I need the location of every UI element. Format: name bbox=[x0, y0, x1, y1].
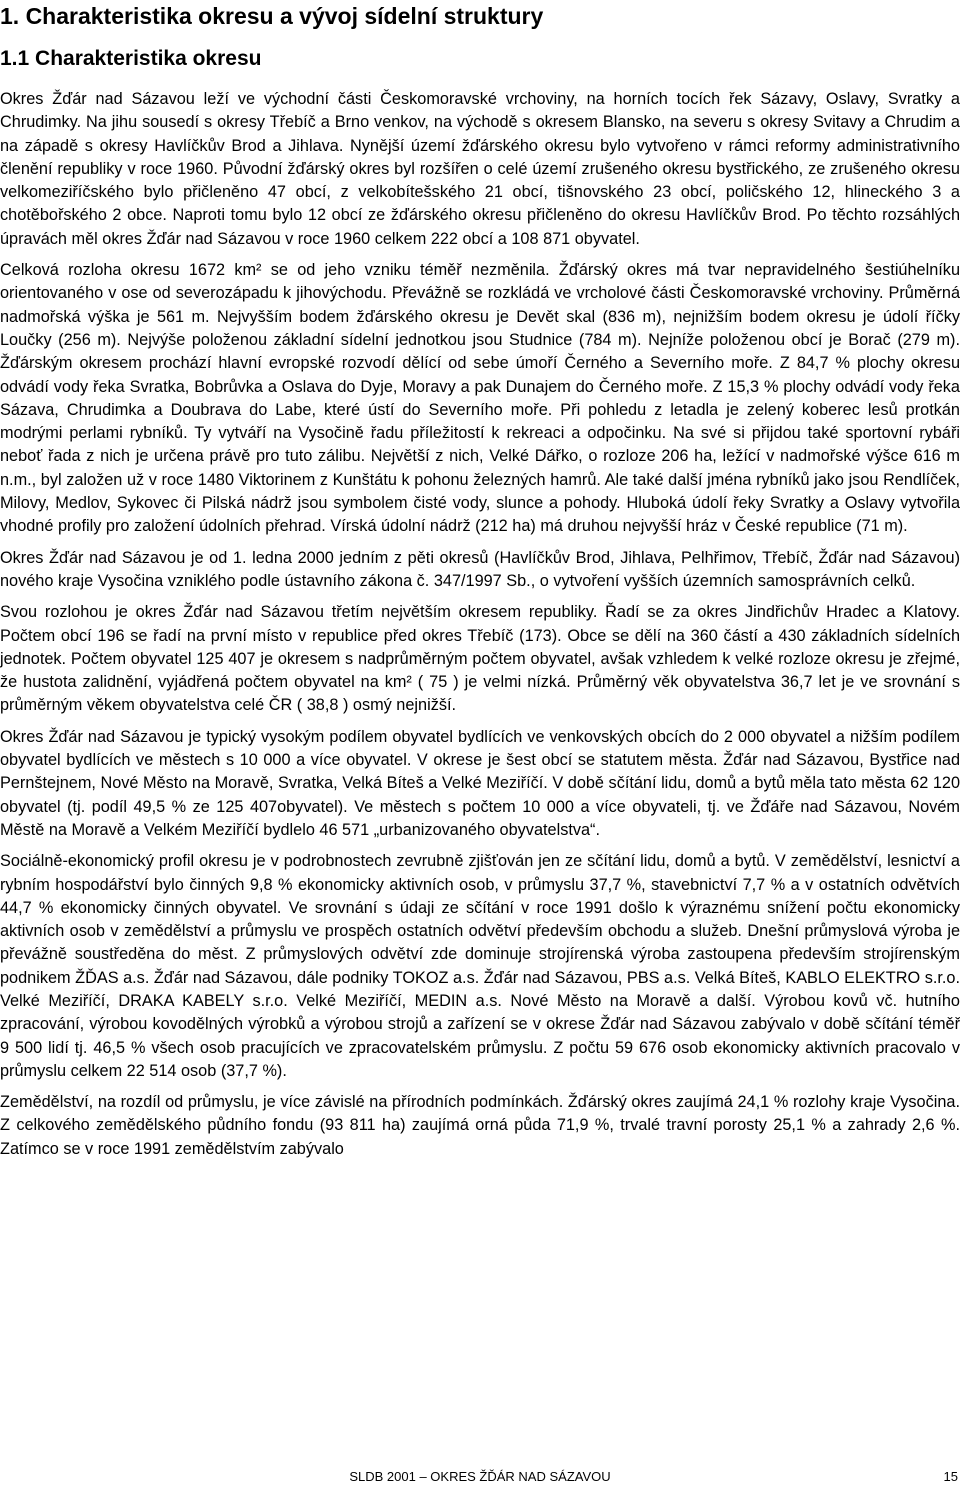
paragraph: Zemědělství, na rozdíl od průmyslu, je více závislé na přírodních podmínkách. Žďárský okres zaujímá 24,1 % rozlohy kraje Vysočina. Z celkového zemědělského půdního fondu (93 811 ha) zaujímá orná půda 71,9 %, trvalé travní porosty 25,1 % a zahrady 2,6 %. Zatímco se v roce 1991 zemědělstvím zabývalo bbox=[0, 1093, 960, 1158]
body-text bbox=[0, 88, 960, 1169]
paragraph: Okres Žďár nad Sázavou je typický vysokým podílem obyvatel bydlících ve venkovských obcích do 2 000 obyvatel a nižším podílem obyvatel bydlících ve městech s 10 000 a více obyvatel. V okrese je šest obcí se statutem města. Žďár nad Sázavou, Bystřice nad Pernštejnem, Nové Město na Moravě, Svratka, Velká Bíteš a Velké Meziříčí. V době sčítání lidu, domů a bytů měla tato města 62 120 obyvatel (tj. podíl 49,5 % ze 125 407obyvatel). Ve městech s počtem 10 000 a více obyvateli, tj. ve Žďáře nad Sázavou, Novém Městě na Moravě a Velkém Meziříčí bydlelo 46 571 „urbanizovaného obyvatelstva“. bbox=[0, 727, 960, 839]
paragraph: Okres Žďár nad Sázavou je od 1. ledna 2000 jedním z pěti okresů (Havlíčkův Brod, Jihlava, Pelhřimov, Třebíč, Žďár nad Sázavou) nového kraje Vysočina vzniklého podle ústavního zákona č. 347/1997 Sb., o vytvoření vyšších územních samosprávních celků. bbox=[0, 548, 960, 590]
paragraph: Svou rozlohou je okres Žďár nad Sázavou třetím největším okresem republiky. Řadí se za okres Jindřichův Hradec a Klatovy. Počtem obcí 196 se řadí na první místo v republice před okres Třebíč (173). Obce se dělí na 360 částí a 430 základních sídelních jednotek. Počtem obyvatel 125 407 je okresem s nadprůměrným počtem obyvatel, avšak vzhledem k velké rozloze okresu je zřejmé, že hustota zalidnění, vyjádřená počtem obyvatel na km² ( 75 ) je velmi nízká. Průměrný věk obyvatelstva 36,7 let je ve srovnání s průměrným věkem obyvatelstva celé ČR ( 38,8 ) osmý nejnižší. bbox=[0, 603, 960, 715]
chapter-heading: 1. Charakteristika okresu a vývoj sídelní struktury bbox=[0, 3, 544, 29]
page-number: 15 bbox=[943, 1469, 958, 1484]
paragraph: Sociálně-ekonomický profil okresu je v podrobnostech zevrubně zjišťován jen ze sčítání lidu, domů a bytů. V zemědělství, lesnictví a rybním hospodářství bylo činných 9,8 % ekonomicky aktivních osob, v průmyslu 37,7 %, stavebnictví 7,7 % a v ostatních odvětvích 44,7 % ekonomicky činných obyvatel. Ve srovnání s údaji ze sčítání v roce 1991 došlo k výraznému snížení počtu ekonomicky aktivních osob v zemědělství a průmyslu ve prospěch ostatních odvětví především obchodu a služeb. Dnešní průmyslová výroba je převážně soustředěna do měst. Z průmyslových odvětví zde dominuje strojírenská výroba zastoupena především strojírenským podnikem ŽĎAS a.s. Žďár nad Sázavou, dále podniky TOKOZ a.s. Žďár nad Sázavou, PBS a.s. Velká Bíteš, KABLO ELEKTRO s.r.o. Velké Meziříčí, DRAKA KABELY s.r.o. Velké Meziříčí, MEDIN a.s. Nové Město na Moravě a další. Výrobou kovů vč. hutního zpracování, výrobou kovodělných výrobků a výrobou strojů a zařízení se v okrese Žďár nad Sázavou zabývalo v době sčítání téměř 9 500 lidí tj. 46,5 % všech osob pracujících ve zpracovatelském průmyslu. Z počtu 59 676 osob ekonomicky aktivních pracovalo v průmyslu celkem 22 514 osob (37,7 %). bbox=[0, 852, 960, 1080]
section-heading: 1.1 Charakteristika okresu bbox=[0, 47, 262, 70]
paragraph: Celková rozloha okresu 1672 km² se od jeho vzniku téměř nezměnila. Žďárský okres má tvar nepravidelného šestiúhelníku orientovaného v ose od severozápadu k jihovýchodu. Převážně se rozkládá ve vrcholové části Českomoravské vrchoviny. Průměrná nadmořská výška je 561 m. Nejvyšším bodem žďárského okresu je Devět skal (836 m), nejnižším bodem okresu je údolí říčky Loučky (256 m). Nejvýše položenou základní sídelní jednotkou jsou Studnice (784 m). Nejníže položenou obcí je Borač (279 m). Žďárským okresem prochází hlavní evropské rozvodí dělící od sebe úmoří Černého a Severního moře. Z 84,7 % plochy okresu odvádí vody řeka Svratka, Bobrůvka a Oslava do Dyje, Moravy a pak Dunajem do Černého moře. Z 15,3 % plochy odvádí vody řeka Sázava, Chrudimka a Doubrava do Labe, které ústí do Severního moře. Při pohledu z letadla je zelený koberec lesů protkán modrými perlami rybníků. Ty vytváří na Vysočině řadu příležitostí k rekreaci a odpočinku. Na své si přijdou také sportovní rybáři neboť řada z nich je určena právě pro tuto zálibu. Největší z nich, Velké Dářko, o rozloze 206 ha, ležící v nadmořské výšce 616 m n.m., byl založen už v roce 1480 Viktorinem z Kunštátu k pohonu železných hamrů. Ale také další jména rybníků jako jsou Rendlíček, Milovy, Medlov, Sykovec či Pilská nádrž jsou symbolem čisté vody, slunce a pohody. Hluboká údolí řeky Svratky a Oslavy vytvořila vhodné profily pro založení údolních přehrad. Vírská údolní nádrž (212 ha) má druhou nejvyšší hráz v České republice (71 m). bbox=[0, 261, 960, 536]
footer-title: SLDB 2001 – OKRES ŽĎÁR NAD SÁZAVOU bbox=[349, 1469, 611, 1484]
paragraph: Okres Žďár nad Sázavou leží ve východní části Českomoravské vrchoviny, na horních tocích řek Sázavy, Oslavy, Svratky a Chrudimky. Na jihu sousedí s okresy Třebíč a Brno venkov, na východě s okresem Blansko, na severu s okresy Svitavy a Chrudim a na západě s okresy Havlíčkův Brod a Jihlava. Nynější území žďárského okresu bylo vytvořeno v rámci reformy administrativního členění republiky v roce 1960. Původní žďárský okres byl rozšířen o celé území zrušeného okresu bystřického, ze zrušeného okresu velkomeziříčského bylo přičleněno 47 obcí, z velkobítešského 21 obcí, tišnovského 23 obcí, poličského 12, hlineckého 3 a chotěbořského 2 obce. Naproti tomu bylo 12 obcí ze žďárského okresu přičleněno do okresu Havlíčkův Brod. Po těchto rozsáhlých úpravách měl okres Žďár nad Sázavou v roce 1960 celkem 222 obcí a 108 871 obyvatel. bbox=[0, 90, 960, 248]
